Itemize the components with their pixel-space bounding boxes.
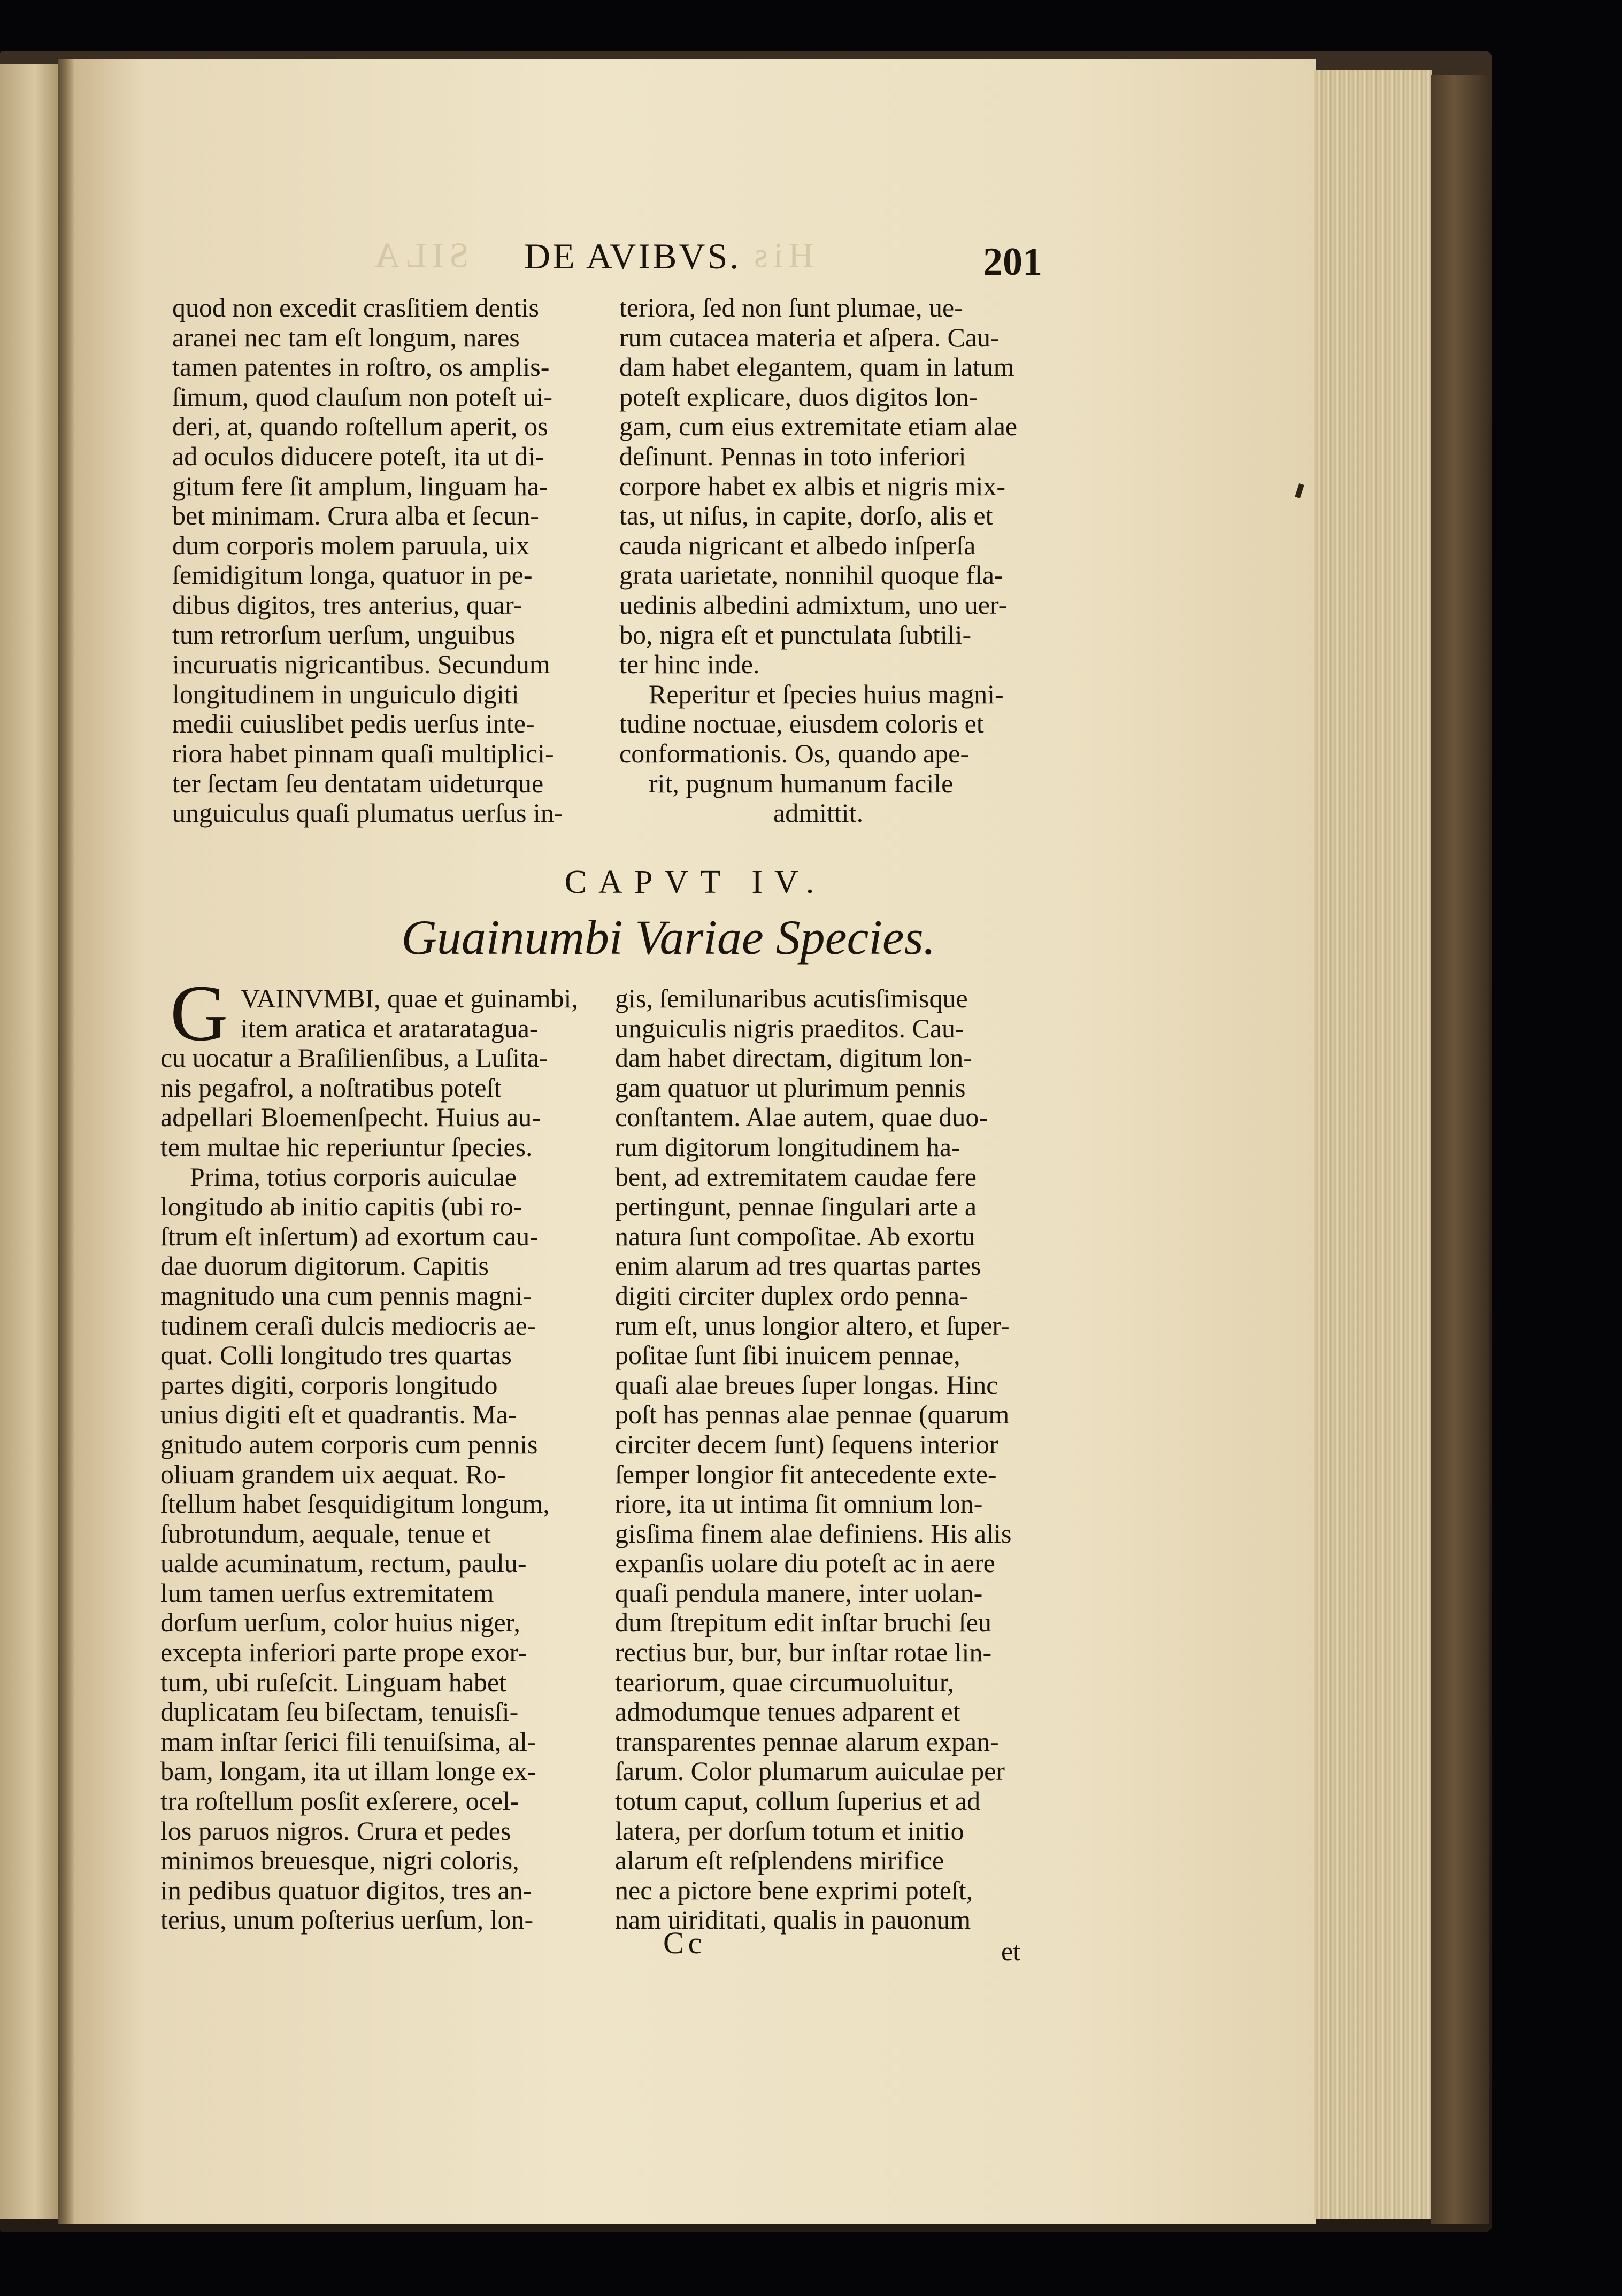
text-line: alarum eſt reſplendens mirifice <box>615 1845 944 1876</box>
book-fore-edge-cover <box>1431 75 1489 2224</box>
text-line: quaſi alae breues ſuper longas. Hinc <box>615 1369 998 1400</box>
text-line: magnitudo una cum pennis magni- <box>160 1280 532 1311</box>
text-line: deri, at, quando roſtellum aperit, os <box>172 411 548 442</box>
text-line: tamen patentes in roſtro, os amplis- <box>172 352 550 382</box>
text-line: dum ſtrepitum edit inſtar bruchi ſeu <box>615 1607 992 1638</box>
text-line: quat. Colli longitudo tres quartas <box>160 1340 512 1370</box>
catchword: et <box>1001 1936 1021 1966</box>
text-line: rum cutacea materia et aſpera. Cau- <box>619 322 1000 352</box>
text-line: poſt has pennas alae pennae (quarum <box>615 1399 1010 1430</box>
chapter-heading: CAPVT IV. <box>564 864 826 900</box>
text-line: oliuam grandem uix aequat. Ro- <box>160 1459 506 1489</box>
upper-right-column <box>619 293 1017 828</box>
text-line: ſubrotundum, aequale, tenue et <box>160 1518 491 1548</box>
text-line: transparentes pennae alarum expan- <box>615 1726 999 1756</box>
text-line: rum eſt, unus longior altero, et ſuper- <box>615 1310 1010 1340</box>
text-line: riore, ita ut intima ſit omnium lon- <box>615 1489 983 1519</box>
text-line: gis, ſemilunaribus acutisſimisque <box>615 983 968 1013</box>
text-line: admittit. <box>773 798 864 828</box>
page-number: 201 <box>983 240 1042 284</box>
text-line: digiti circiter duplex ordo penna- <box>615 1280 968 1311</box>
text-line: bet minimam. Crura alba et ſecun- <box>172 500 539 531</box>
text-line: ad oculos diducere poteſt, ita ut di- <box>172 441 544 471</box>
text-line: VAINVMBI, quae et guinambi, <box>241 983 578 1013</box>
text-line: tas, ut niſus, in capite, dorſo, alis et <box>619 500 993 531</box>
text-line: partes digiti, corporis longitudo <box>160 1369 498 1400</box>
text-line: mam inſtar ſerici fili tenuiſsima, al- <box>160 1726 536 1756</box>
text-line: deſinunt. Pennas in toto inferiori <box>619 441 966 471</box>
text-line: nis pegafrol, a noſtratibus poteſt <box>160 1072 502 1103</box>
text-line: rit, pugnum humanum facile <box>649 768 954 798</box>
running-title: DE AVIBVS. <box>524 236 741 276</box>
text-line: dorſum uerſum, color huius niger, <box>160 1607 520 1638</box>
text-line: conſtantem. Alae autem, quae duo- <box>615 1102 988 1132</box>
text-line: natura ſunt compoſitae. Ab exortu <box>615 1221 975 1251</box>
text-line: admodumque tenues adparent et <box>615 1697 960 1727</box>
text-line: gisſima finem alae definiens. His alis <box>615 1518 1012 1548</box>
text-line: rum digitorum longitudinem ha- <box>615 1131 960 1162</box>
text-line: totum caput, collum ſuperius et ad <box>615 1786 981 1816</box>
text-line: incuruatis nigricantibus. Secundum <box>172 649 550 680</box>
text-line: terius, unum poſterius uerſum, lon- <box>160 1905 534 1935</box>
text-line: cauda nigricant et albedo inſperſa <box>619 530 976 560</box>
text-line: longitudo ab initio capitis (ubi ro- <box>160 1191 522 1222</box>
gutter-shadow <box>58 59 75 2224</box>
facing-page-edge <box>0 64 63 2219</box>
signature-mark: Cc <box>663 1925 706 1960</box>
text-line: unguiculis nigris praeditos. Cau- <box>615 1013 964 1043</box>
text-line: quod non excedit crasſitiem dentis <box>172 292 539 322</box>
text-line: uedinis albedini admixtum, uno uer- <box>619 589 1008 620</box>
text-line: bo, nigra eſt et punctulata ſubtili- <box>619 619 972 650</box>
text-line: tum, ubi ruſeſcit. Linguam habet <box>160 1667 507 1697</box>
text-line: minimos breuesque, nigri coloris, <box>160 1845 519 1876</box>
show-through-text-left: SILA <box>369 236 469 275</box>
text-line: dum corporis molem paruula, uix <box>172 530 529 560</box>
text-line: gam quatuor ut plurimum pennis <box>615 1072 966 1103</box>
text-line: quaſi pendula manere, inter uolan- <box>615 1577 983 1608</box>
text-line: ter hinc inde. <box>619 649 760 680</box>
text-line: grata uarietate, nonnihil quoque fla- <box>619 560 1003 590</box>
text-line: unguiculus quaſi plumatus uerſus in- <box>172 798 563 828</box>
text-line: duplicatam ſeu biſectam, tenuisſi- <box>160 1697 519 1727</box>
text-line: lum tamen uerſus extremitatem <box>160 1577 494 1608</box>
text-line: nec a pictore bene exprimi poteſt, <box>615 1875 973 1905</box>
text-line: tum retrorſum uerſum, unguibus <box>172 619 516 650</box>
text-line: teriora, ſed non ſunt plumae, ue- <box>619 292 963 322</box>
text-line: expanſis uolare diu poteſt ac in aere <box>615 1548 995 1578</box>
page-edges-stack <box>1314 70 1432 2219</box>
text-line: medii cuiuslibet pedis uerſus inte- <box>172 708 535 739</box>
text-line: tudine noctuae, eiusdem coloris et <box>619 708 984 739</box>
text-line: unius digiti eſt et quadrantis. Ma- <box>160 1399 517 1430</box>
text-line: gitum fere ſit amplum, linguam ha- <box>172 471 548 501</box>
text-line: circiter decem ſunt) ſequens interior <box>615 1429 998 1459</box>
text-line: corpore habet ex albis et nigris mix- <box>619 471 1005 501</box>
text-line: riora habet pinnam quaſi multiplici- <box>172 738 554 768</box>
text-line: ſimum, quod clauſum non poteſt ui- <box>172 381 553 412</box>
text-line: los paruos nigros. Crura et pedes <box>160 1815 511 1846</box>
text-line: ſtrum eſt inſertum) ad exortum cau- <box>160 1221 539 1251</box>
text-line: pertingunt, pennae ſingulari arte a <box>615 1191 977 1222</box>
text-line: nam uiriditati, qualis in pauonum <box>615 1905 971 1935</box>
text-line: dibus digitos, tres anterius, quar- <box>172 589 522 620</box>
text-line: ſemidigitum longa, quatuor in pe- <box>172 560 533 590</box>
lower-left-column <box>160 984 578 1935</box>
show-through-text-right: His <box>749 236 814 275</box>
text-line: enim alarum ad tres quartas partes <box>615 1251 981 1281</box>
drop-capital: G <box>170 969 228 1058</box>
text-line: gam, cum eius extremitate etiam alae <box>619 411 1018 442</box>
text-line: bent, ad extremitatem caudae fere <box>615 1161 977 1192</box>
text-line: gnitudo autem corporis cum pennis <box>160 1429 538 1459</box>
upper-left-column <box>172 293 563 828</box>
lower-right-column <box>615 984 1011 1935</box>
text-line: tudinem ceraſi dulcis mediocris ae- <box>160 1310 536 1340</box>
text-line: ſtellum habet ſesquidigitum longum, <box>160 1489 550 1519</box>
text-line: longitudinem in unguiculo digiti <box>172 679 519 709</box>
text-line: latera, per dorſum totum et initio <box>615 1815 964 1846</box>
text-line: ualde acuminatum, rectum, paulu- <box>160 1548 527 1578</box>
text-line: ſarum. Color plumarum auiculae per <box>615 1756 1005 1786</box>
text-line: bam, longam, ita ut illam longe ex- <box>160 1756 536 1786</box>
text-line: item aratica et aratarataguа- <box>241 1013 539 1043</box>
text-line: Reperitur et ſpecies huius magni- <box>649 679 1004 709</box>
text-line: dae duorum digitorum. Capitis <box>160 1251 489 1281</box>
text-line: ter ſectam ſeu dentatam uideturque <box>172 768 544 798</box>
text-line: tem multae hic reperiuntur ſpecies. <box>160 1131 533 1162</box>
text-line: cu uocatur a Braſilienſibus, a Luſita- <box>160 1043 548 1073</box>
text-line: dam habet elegantem, quam in latum <box>619 352 1014 382</box>
text-line: excepta inferiori parte prope exor- <box>160 1637 527 1668</box>
text-line: rectius bur, bur, bur inſtar rotae lin- <box>615 1637 992 1668</box>
text-line: poſitae ſunt ſibi inuicem pennae, <box>615 1340 960 1370</box>
text-line: in pedibus quatuor digitos, tres an- <box>160 1875 532 1905</box>
text-line: dam habet directam, digitum lon- <box>615 1043 972 1073</box>
text-line: aranei nec tam eſt longum, nares <box>172 322 520 352</box>
chapter-title: Guainumbi Variae Species. <box>401 910 936 965</box>
text-line: tra roſtellum posſit exſerere, ocel- <box>160 1786 519 1816</box>
text-line: adpellari Bloemenſpecht. Huius au- <box>160 1102 541 1132</box>
text-line: Prima, totius corporis auiculae <box>190 1161 517 1192</box>
text-line: conformationis. Os, quando ape- <box>619 738 970 768</box>
text-line: teariorum, quae circumuoluitur, <box>615 1667 954 1697</box>
text-line: ſemper longior fit antecedente exte- <box>615 1459 997 1489</box>
text-line: poteſt explicare, duos digitos lon- <box>619 381 978 412</box>
